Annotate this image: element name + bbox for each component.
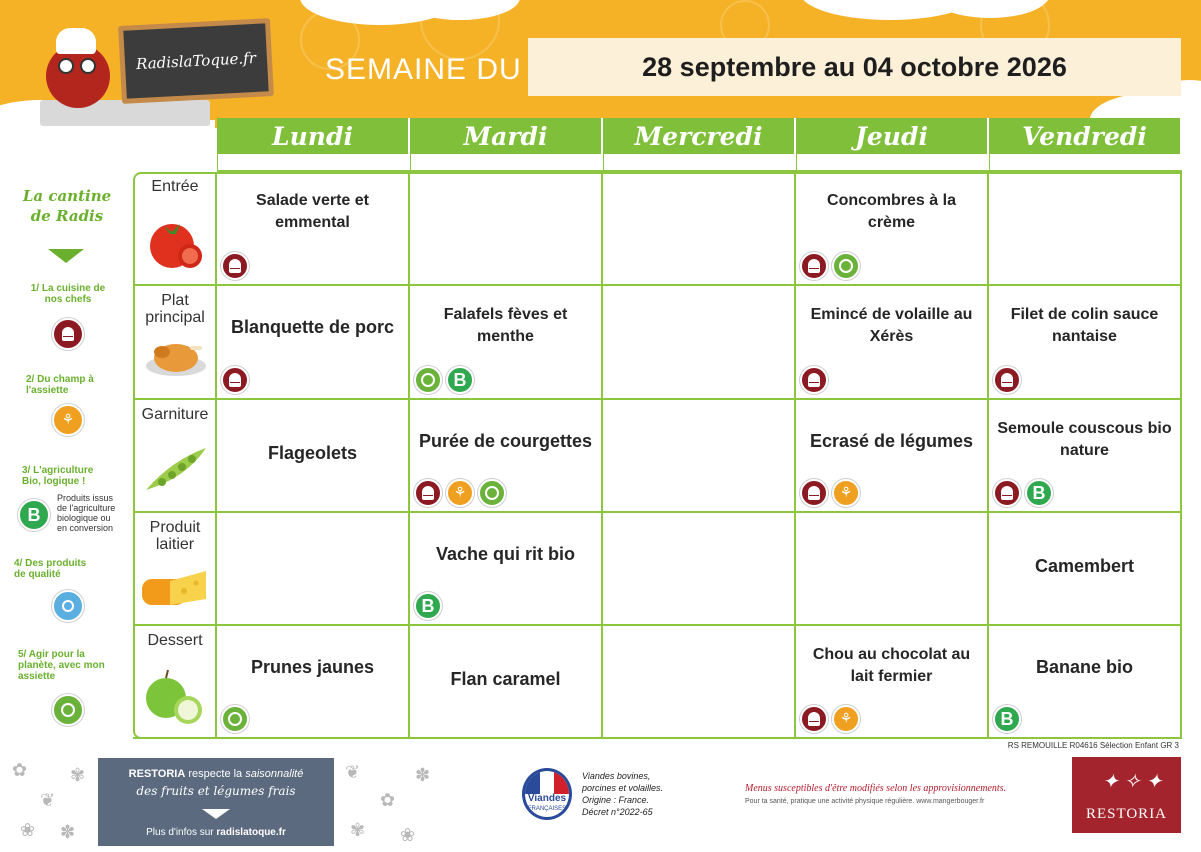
dish-name: Chou au chocolat au lait fermier [812,646,971,685]
legend-item-3: 3/ L'agriculture Bio, logique ! [22,465,94,487]
day-header-label: Vendredi [1022,121,1147,151]
pea-pod-icon [142,440,210,500]
day-header-jeudi [796,118,989,154]
badge-group [800,366,828,394]
viandes-francaises-logo: Viandes FRANÇAISES [522,768,572,820]
chef-badge-icon [993,366,1021,394]
bio-badge-icon: B [414,592,442,620]
row-label: Plat principal [145,292,205,326]
badge-group [414,592,442,620]
dish-name: Emincé de volaille au Xérès [810,306,973,345]
menu-cell [603,172,796,286]
date-range-box [528,38,1181,96]
badge-group [221,705,249,733]
menu-cell [410,513,603,626]
vegetable-doodle-icon: ✿ [12,760,28,781]
vegetable-doodle-icon: ✿ [380,790,396,811]
menu-reference: RS REMOUILLE R04616 Sélection Enfant GR 3 [1007,741,1179,750]
menu-cell [796,626,989,739]
dish-name: Filet de colin sauce nantaise [1010,306,1159,345]
cheese-icon [142,553,210,613]
menu-cell [410,626,603,739]
menu-cell [217,400,410,513]
day-subheader [796,154,989,172]
row-label: Dessert [147,632,203,649]
legend-item-4: 4/ Des produits de qualité [14,558,87,580]
tomato-icon [142,212,210,272]
farm-badge-icon: ⚘ [446,479,474,507]
roast-chicken-icon [142,326,210,386]
seasonality-banner [98,758,334,846]
day-subheader [603,154,796,172]
badge-group [993,479,1053,507]
date-range: 28 septembre au 04 octobre 2026 [642,51,1067,82]
day-subheader [217,154,410,172]
day-header-label: Lundi [272,121,353,151]
menu-cell [603,626,796,739]
menu-cell [796,513,989,626]
dish-name: Vache qui rit bio [435,544,576,564]
dish-name: Semoule couscous bio nature [997,420,1172,459]
chef-badge-icon [800,252,828,280]
week-label: SEMAINE DU [325,53,522,86]
chef-hat-illustration [56,28,96,54]
legend-item-2: 2/ Du champ à l'assiette [26,374,94,396]
day-header-mercredi [603,118,796,154]
vegetable-doodle-icon: ✽ [415,765,431,786]
dish-name: Concombres à la crème [827,192,956,231]
menu-cell [796,400,989,513]
badge-group [221,366,249,394]
chef-badge-icon [221,366,249,394]
legend-arrow-icon [48,249,84,263]
seasonality-line2: des fruits et légumes frais [136,784,296,798]
day-header-label: Mardi [463,121,548,151]
chef-badge-icon [800,366,828,394]
bio-badge-icon: B [993,705,1021,733]
vegetable-doodle-icon: ❀ [400,825,416,846]
site-logo[interactable] [118,18,274,104]
bio-badge-icon: B [18,499,50,531]
dish-name: Prunes jaunes [250,657,375,677]
bio-note: Produits issus de l'agriculture biologique ou en conversion [57,493,116,533]
menu-cell [989,513,1182,626]
dish-name: Purée de courgettes [418,431,593,451]
vegetable-doodle-icon: ❦ [345,762,361,783]
badge-group [414,479,506,507]
dish-name: Camembert [1034,556,1135,576]
day-subheader [989,154,1182,172]
dish-name: Falafels fèves et menthe [443,306,568,345]
health-note: Pour ta santé, pratique une activité physique régulière. www.mangerbouger.fr [745,798,985,805]
site-logo-text: RadislaToque.fr [135,48,257,74]
seasonality-arrow-icon [202,809,230,819]
chef-badge-icon [800,479,828,507]
farm-badge-icon: ⚘ [832,479,860,507]
day-header-label: Mercredi [634,121,763,151]
vegetable-doodle-icon: ✽ [60,822,76,843]
menu-cell [989,626,1182,739]
day-header-lundi [217,118,410,154]
row-label: Entrée [151,178,199,195]
menu-cell [603,400,796,513]
quality-badge-icon [52,590,84,622]
dish-name: Ecrasé de légumes [809,431,974,451]
menu-cell [217,626,410,739]
planet-badge-icon [478,479,506,507]
row-label: Garniture [141,406,209,423]
vegetable-doodle-icon: ❀ [20,820,36,841]
chef-badge-icon [800,705,828,733]
planet-badge-icon [414,366,442,394]
badge-group [414,366,474,394]
menu-cell [989,400,1182,513]
badge-group [993,366,1021,394]
header-left-white [0,120,215,160]
badge-group [800,252,860,280]
menu-cell [989,172,1182,286]
menu-cell [410,400,603,513]
bio-badge-icon: B [446,366,474,394]
menu-cell [410,286,603,400]
meat-origin-text: Viandes bovines, porcines et volailles. Origine : France. Décret n°2022-65 [582,771,664,817]
dish-name: Banane bio [1035,657,1133,677]
badge-group [800,705,860,733]
legend-item-5: 5/ Agir pour la planète, avec mon assiette [18,649,105,682]
chef-badge-icon [52,318,84,350]
chef-badge-icon [221,252,249,280]
restoria-logo-mark-icon: ✦ ✧ ✦ [1102,771,1163,793]
planet-badge-icon [832,252,860,280]
restoria-logo-text: RESTORIA [1085,806,1168,822]
apple-icon [142,666,210,726]
menu-modification-note: Menus susceptibles d'être modifiés selon les approvisionnements. [745,783,1007,794]
day-header-label: Jeudi [855,121,928,151]
menu-cell [989,286,1182,400]
vegetable-doodle-icon: ❦ [40,790,56,811]
dish-name: Salade verte et emmental [256,192,369,231]
menu-cell [796,286,989,400]
row-label: Produit laitier [149,519,201,553]
menu-cell [410,172,603,286]
chef-badge-icon [993,479,1021,507]
vegetable-doodle-icon: ✾ [70,765,86,786]
legend-title-line1: La cantine [22,187,112,205]
seasonality-link[interactable]: radislatoque.fr [216,827,286,838]
legend-title-line2: de Radis [30,207,104,225]
badge-group [993,705,1021,733]
menu-cell [217,286,410,400]
menu-cell [217,513,410,626]
badge-group [221,252,249,280]
seasonality-line3: Plus d'infos sur radislatoque.fr [146,827,286,838]
legend-item-1: 1/ La cuisine de nos chefs [30,283,106,305]
farm-badge-icon: ⚘ [52,404,84,436]
planet-badge-icon [221,705,249,733]
menu-cell [217,172,410,286]
bio-badge-icon: B [1025,479,1053,507]
seasonality-line1: RESTORIA respecte la saisonnalité [128,768,304,780]
menu-cell [603,286,796,400]
menu-cell [603,513,796,626]
farm-badge-icon: ⚘ [832,705,860,733]
dish-name: Blanquette de porc [230,317,395,337]
day-header-vendredi [989,118,1182,154]
badge-group [800,479,860,507]
dish-name: Flageolets [267,443,358,463]
chef-badge-icon [414,479,442,507]
day-header-mardi [410,118,603,154]
menu-cell [796,172,989,286]
restoria-logo [1072,757,1181,833]
dish-name: Flan caramel [450,669,561,689]
day-subheader [410,154,603,172]
vegetable-doodle-icon: ✾ [350,820,366,841]
legend-title [8,186,126,226]
planet-badge-icon [52,694,84,726]
